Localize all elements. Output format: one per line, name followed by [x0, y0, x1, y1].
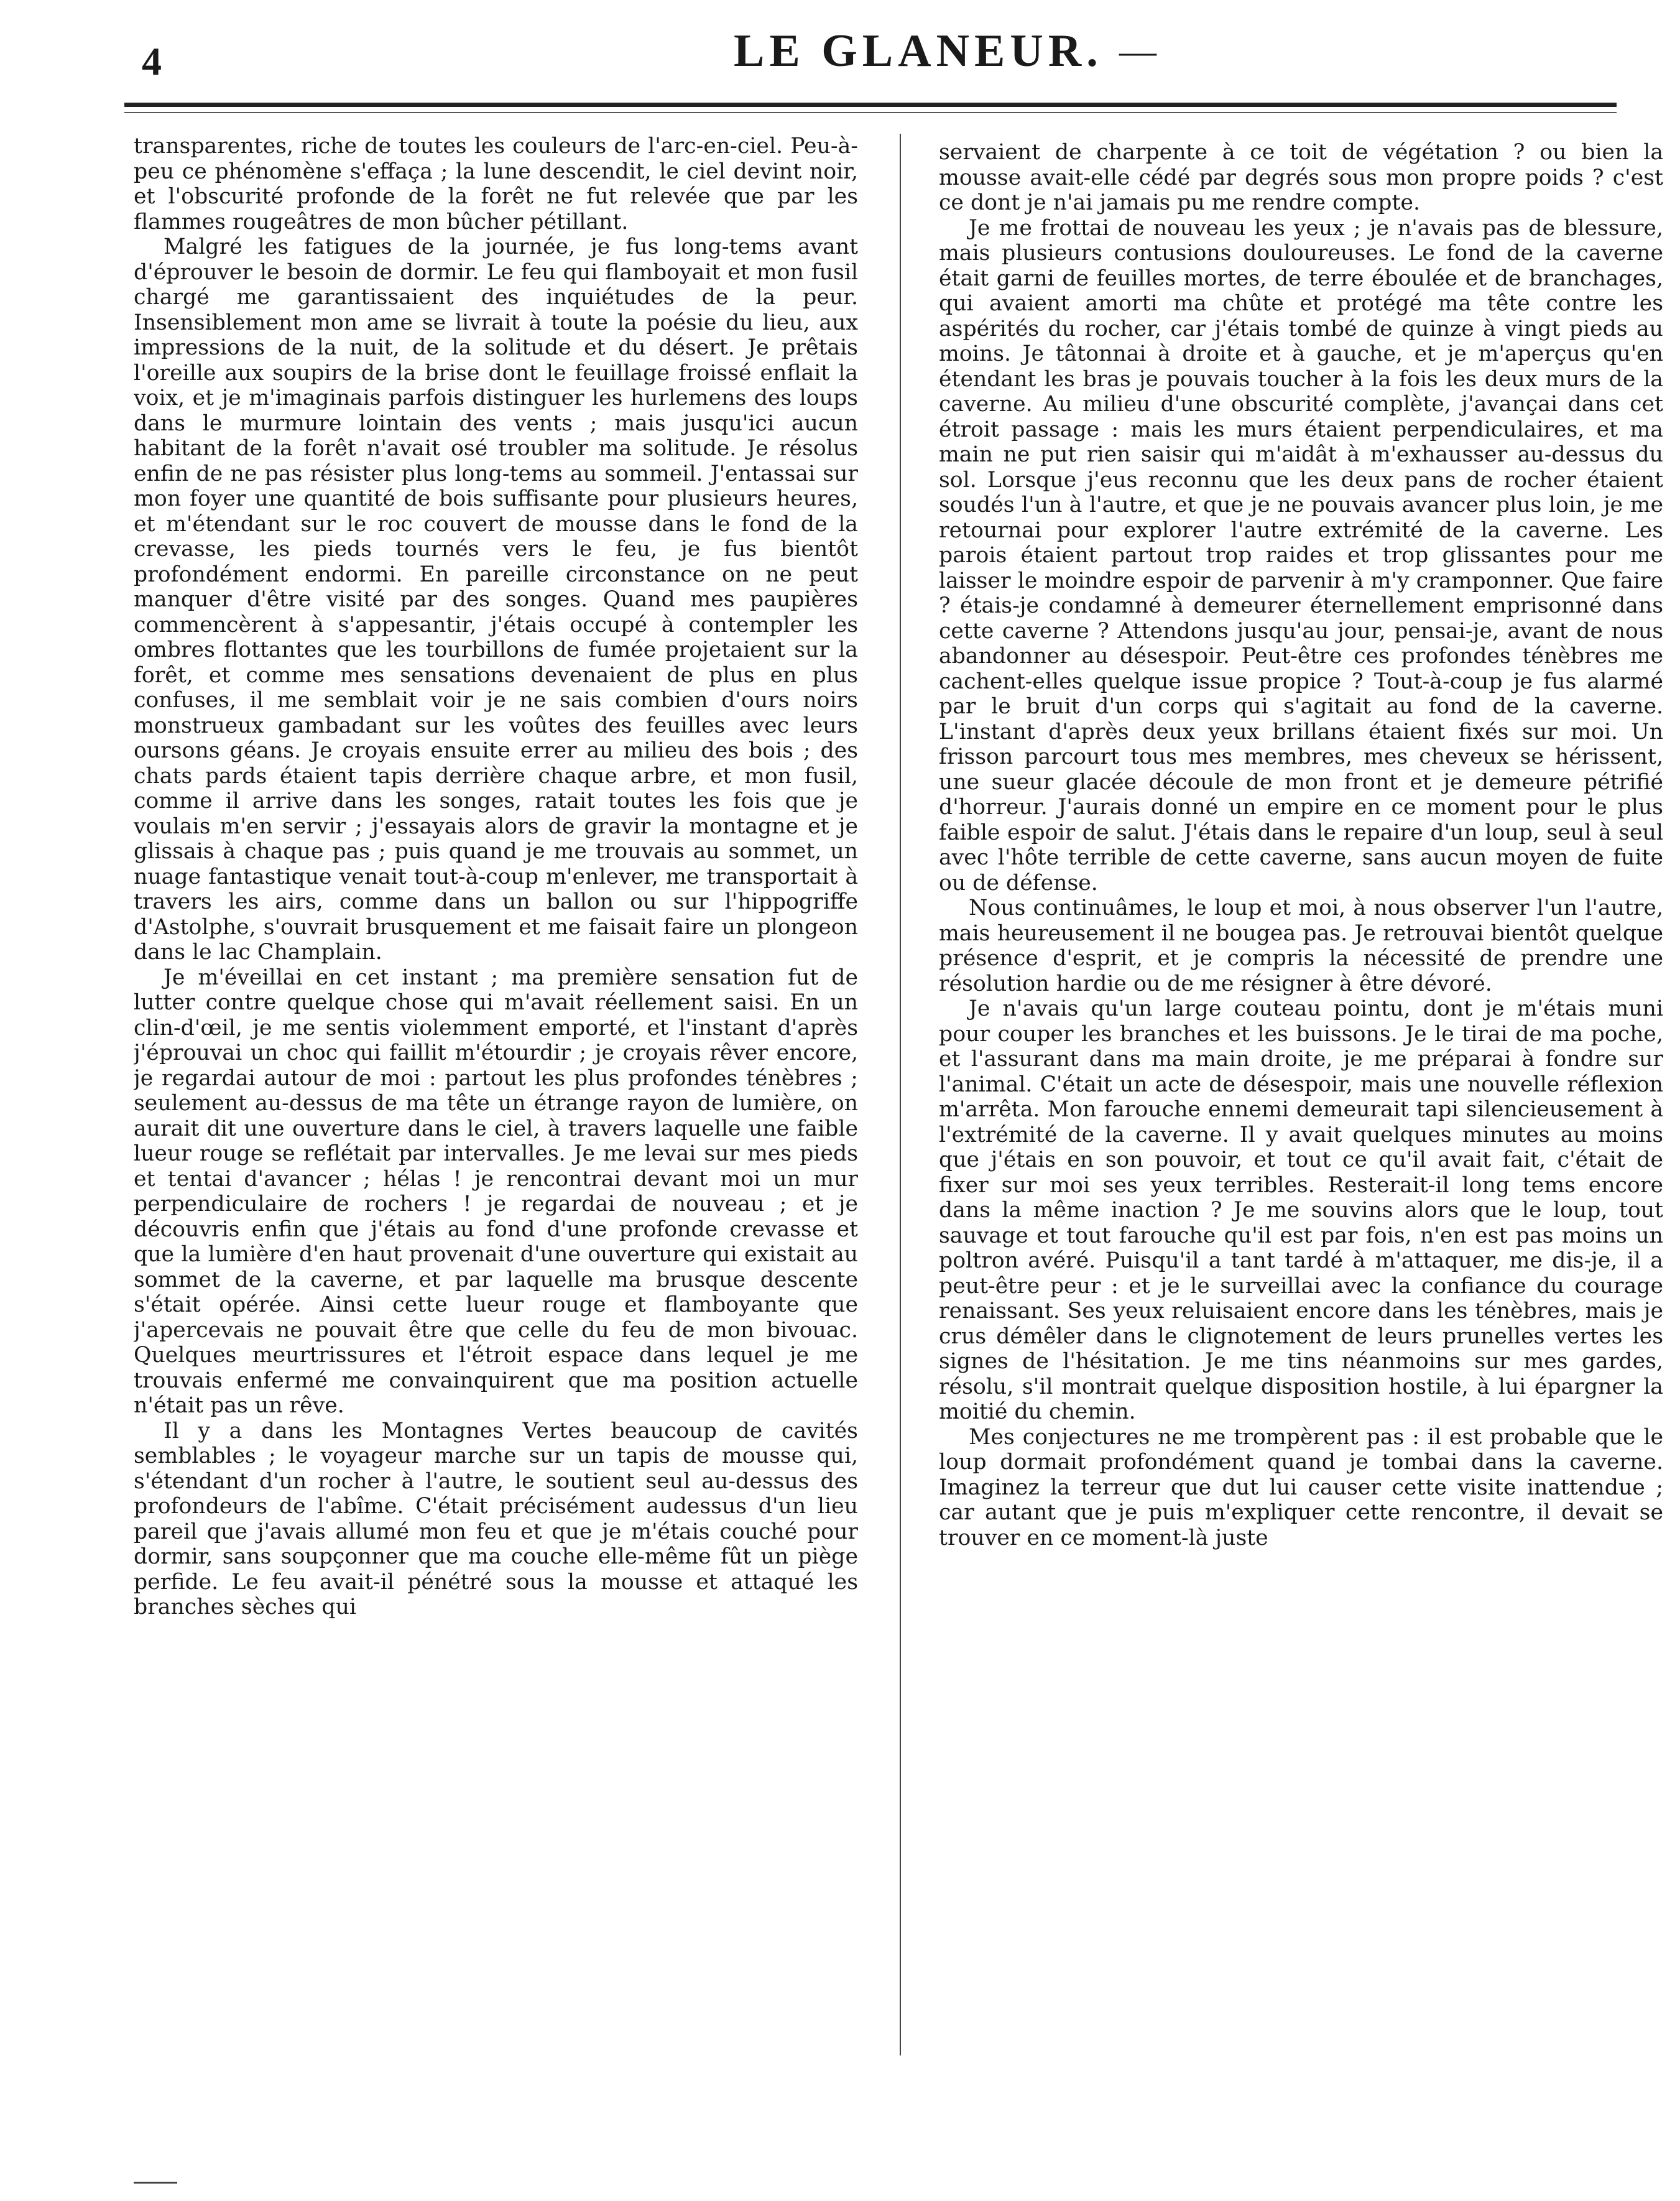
masthead-title: LE GLANEUR.: [734, 25, 1103, 76]
bottom-mark: [134, 2182, 177, 2184]
paragraph: Mes conjectures ne me trompèrent pas : il est probable que le loup dormait profondément quand je tombai dans la caverne. Imaginez la terreur que dut lui causer cette visite inattendue ; car autant que je puis m'expliquer cette rencontre, il devait se trouver en ce moment-là juste: [939, 1424, 1663, 1550]
page-number: 4: [142, 39, 162, 83]
column-divider: [900, 134, 901, 2055]
paragraph: Je m'éveillai en cet instant ; ma première sensation fut de lutter contre quelque chose qui m'avait réellement saisi. En un clin-d'œil, je me sentis violemment emporté, et l'instant d'après j'éprouvai un choc qui faillit m'étourdir ; je croyais rêver encore, je regardai autour de moi : partout les plus profondes ténèbres ; seulement au-dessus de ma tête un étrange rayon de lumière, on aurait dit une ouverture dans le ciel, à travers laquelle une faible lueur rouge se reflétait par intervalles. Je me levai sur mes pieds et tentai d'avancer ; hélas ! je rencontrai devant moi un mur perpendiculaire de rochers ! je regardai de nouveau ; et je découvris enfin que j'étais au fond d'une profonde crevasse et que la lumière d'en haut provenait d'une ouverture qui existait au sommet de la caverne, et par laquelle ma brusque descente s'était opérée. Ainsi cette lueur rouge et flamboyante que j'apercevais ne pouvait être que celle du feu de mon bivouac. Quelques meurtrissures et l'étroit espace dans lequel je me trouvais enfermé me convainquirent que ma position actuelle n'était pas un rêve.: [134, 965, 858, 1418]
paragraph: servaient de charpente à ce toit de végétation ? ou bien la mousse avait-elle cédé par degrés sous mon propre poids ? c'est ce dont je n'ai jamais pu me rendre compte.: [939, 140, 1663, 215]
paragraph: Je me frottai de nouveau les yeux ; je n'avais pas de blessure, mais plusieurs contusions douloureuses. Le fond de la caverne était garni de feuilles mortes, de terre éboulée et de branchages, qui avaient amorti ma chûte et protégé ma tête contre les aspérités du rocher, car j'étais tombé de quinze à vingt pieds au moins. Je tâtonnai à droite et à gauche, et je m'aperçus qu'en étendant les bras je pouvais toucher à la fois les deux murs de la caverne. Au milieu d'une obscurité complète, j'avançai dans cet étroit passage : mais les murs étaient perpendiculaires, et ma main ne put rien saisir qui m'aidât à m'exhausser au-dessus du sol. Lorsque j'eus reconnu que les deux pans de rocher étaient soudés l'un à l'autre, et que je ne pouvais avancer plus loin, je me retournai pour explorer l'autre extrémité de la caverne. Les parois étaient partout trop raides et trop glissantes pour me laisser le moindre espoir de parvenir à m'y cramponner. Que faire ? étais-je condamné à demeurer éternellement emprisonné dans cette caverne ? Attendons jusqu'au jour, pensai-je, avant de nous abandonner au désespoir. Peut-être ces profondes ténèbres me cachent-elles quelque issue propice ? Tout-à-coup je fus alarmé par le bruit d'un corps qui s'agitait au fond de la caverne. L'instant d'après deux yeux brillans étaient fixés sur moi. Un frisson parcourt tous mes membres, mes cheveux se hérissent, une sueur glacée découle de mon front et je demeure pétrifié d'horreur. J'aurais donné un empire en ce moment pour le plus faible espoir de salut. J'étais dans le repaire d'un loup, seul à seul avec l'hôte terrible de cette caverne, sans aucun moyen de fuite ou de défense.: [939, 215, 1663, 896]
paragraph: Nous continuâmes, le loup et moi, à nous observer l'un l'autre, mais heureusement il ne bougea pas. Je retrouvai bientôt quelque présence d'esprit, et je compris la nécessité de prendre une résolution hardie ou de me résigner à être dévoré.: [939, 896, 1663, 996]
masthead-dash: —: [1119, 30, 1156, 72]
right-column: [939, 140, 1663, 2099]
paragraph: Malgré les fatigues de la journée, je fus long-tems avant d'éprouver le besoin de dormir. Le feu qui flamboyait et mon fusil chargé me garantissaient des inquiétudes de la peur. Insensiblement mon ame se livrait à toute la poésie du lieu, aux impressions de la nuit, de la solitude et du désert. Je prêtais l'oreille aux soupirs de la brise dont le feuillage froissé enflait la voix, et je m'imaginais parfois distinguer les hurlemens des loups dans le murmure lointain des vents ; mais jusqu'ici aucun habitant de la forêt n'avait osé troubler ma solitude. Je résolus enfin de ne pas résister plus long-tems au sommeil. J'entassai sur mon foyer une quantité de bois suffisante pour plusieurs heures, et m'étendant sur le roc couvert de mousse dans le fond de la crevasse, les pieds tournés vers le feu, je fus bientôt profondément endormi. En pareille circonstance on ne peut manquer d'être visité par des songes. Quand mes paupières commencèrent à s'appesantir, j'étais occupé à contempler les ombres flottantes que les tourbillons de fumée projetaient sur la forêt, et comme mes sensations devenaient de plus en plus confuses, il me semblait voir je ne sais combien d'ours noirs monstrueux gambadant sur les voûtes des feuilles avec leurs oursons géans. Je croyais ensuite errer au milieu des bois ; des chats pards étaient tapis derrière chaque arbre, et mon fusil, comme il arrive dans les songes, ratait toutes les fois que je voulais m'en servir ; j'essayais alors de gravir la montagne et je glissais à chaque pas ; puis quand je me trouvais au sommet, un nuage fantastique venait tout-à-coup m'enlever, me transportait à travers les airs, comme dans un ballon ou sur l'hippogriffe d'Astolphe, s'ouvrait brusquement et me faisait faire un plongeon dans le lac Champlain.: [134, 234, 858, 965]
paragraph: Je n'avais qu'un large couteau pointu, dont je m'étais muni pour couper les branches et les buissons. Je le tirai de ma poche, et l'assurant dans ma main droite, je me préparai à fondre sur l'animal. C'était un acte de désespoir, mais une nouvelle réflexion m'arrêta. Mon farouche ennemi demeurait tapi silencieusement à l'extrémité de la caverne. Il y avait quelques minutes au moins que j'étais en son pouvoir, et tout ce qu'il avait fait, c'était de fixer sur moi ses yeux terribles. Resterait-il long tems encore dans la même inaction ? Je me souvins alors que le loup, tout sauvage et tout farouche qu'il est par fois, n'en est pas moins un poltron avéré. Puisqu'il a tant tardé à m'attaquer, me dis-je, il a peut-être peur : et je le surveillai avec la confiance du courage renaissant. Ses yeux reluisaient encore dans les ténèbres, mais je crus démêler dans le clignotement de leurs prunelles vertes les signes de l'hésitation. Je me tins néanmoins sur mes gardes, résolu, s'il montrait quelque disposition hostile, à lui épargner la moitié du chemin.: [939, 996, 1663, 1424]
paragraph: transparentes, riche de toutes les couleurs de l'arc-en-ciel. Peu-à-peu ce phénomène s'effaça ; la lune descendit, le ciel devint noir, et l'obscurité profonde de la forêt ne fut relevée que par les flammes rougeâtres de mon bûcher pétillant.: [134, 134, 858, 234]
header-rule: [124, 103, 1617, 107]
header-rule-thin: [124, 112, 1617, 113]
left-column: [134, 134, 858, 2093]
paragraph: Il y a dans les Montagnes Vertes beaucoup de cavités semblables ; le voyageur marche sur un tapis de mousse qui, s'étendant d'un rocher à l'autre, le soutient seul au-dessus des profondeurs de l'abîme. C'était précisément audessus d'un lieu pareil que j'avais allumé mon feu et que je m'étais couché pour dormir, sans soupçonner que ma couche elle-même fût un piège perfide. Le feu avait-il pénétré sous la mousse et attaqué les branches sèches qui: [134, 1418, 858, 1619]
